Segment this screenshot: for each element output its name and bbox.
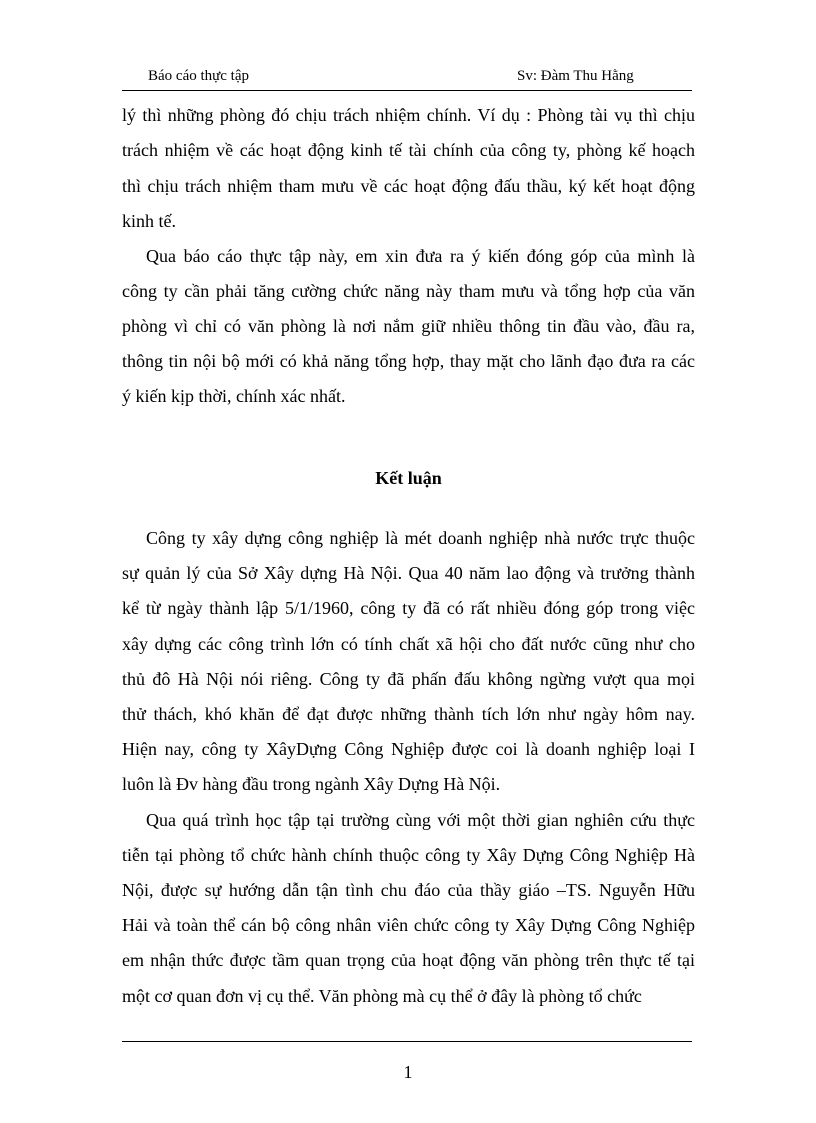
text-line: Hải và toàn thể cán bộ công nhân viên chức công ty Xây Dựng Công Nghiệp [122, 915, 695, 935]
text-line: phòng vì chỉ có văn phòng là nơi nắm giữ nhiều thông tin đầu vào, đầu ra, [122, 316, 695, 336]
text-line: Qua quá trình học tập tại trường cùng với một thời gian nghiên cứu thực [146, 810, 695, 830]
footer-divider [122, 1041, 692, 1042]
text-line: em nhận thức được tầm quan trọng của hoạt động văn phòng trên thực tế tại [122, 950, 695, 970]
header-report-title: Báo cáo thực tập [148, 68, 250, 84]
text-line: công ty cần phải tăng cường chức năng này tham mưu và tổng hợp của văn [122, 281, 695, 301]
text-line: kinh tế. [122, 211, 176, 231]
text-line: một cơ quan đơn vị cụ thể. Văn phòng mà cụ thể ở đây là phòng tổ chức [122, 986, 642, 1006]
header-student-name: Sv: Đàm Thu Hằng [517, 68, 634, 84]
text-line: Hiện nay, công ty XâyDựng Công Nghiệp được coi là doanh nghiệp loại I [122, 739, 695, 759]
text-line: kể từ ngày thành lập 5/1/1960, công ty đã có rất nhiều đóng góp trong việc [122, 598, 695, 618]
text-line: thì chịu trách nhiệm tham mưu về các hoạt động đấu thầu, ký kết hoạt động [122, 176, 695, 196]
text-line: tiễn tại phòng tổ chức hành chính thuộc công ty Xây Dựng Công Nghiệp Hà [122, 845, 695, 865]
text-line: lý thì những phòng đó chịu trách nhiệm chính. Ví dụ : Phòng tài vụ thì chịu [122, 105, 695, 125]
text-line: Nội, được sự hướng dẫn tận tình chu đáo của thầy giáo –TS. Nguyễn Hữu [122, 880, 695, 900]
text-line: luôn là Đv hàng đầu trong ngành Xây Dựng Hà Nội. [122, 774, 501, 794]
section-heading: Kết luận [375, 468, 442, 488]
text-line: Công ty xây dựng công nghiệp là mét doanh nghiệp nhà nước trực thuộc [146, 528, 695, 548]
text-line: xây dựng các công trình lớn có tính chất xã hội cho đất nước cũng như cho [122, 634, 695, 654]
text-line: ý kiến kịp thời, chính xác nhất. [122, 386, 346, 406]
page-number: 1 [403, 1062, 413, 1082]
text-line: Qua báo cáo thực tập này, em xin đưa ra ý kiến đóng góp của mình là [146, 246, 695, 266]
text-line: thử thách, khó khăn để đạt được những thành tích lớn như ngày hôm nay. [122, 704, 695, 724]
page-header [122, 64, 692, 91]
text-line: thủ đô Hà Nội nói riêng. Công ty đã phấn đấu không ngừng vượt qua mọi [122, 669, 695, 689]
text-line: thông tin nội bộ mới có khả năng tổng hợp, thay mặt cho lãnh đạo đưa ra các [122, 351, 695, 371]
text-line: sự quản lý của Sở Xây dựng Hà Nội. Qua 40 năm lao động và trưởng thành [122, 563, 695, 583]
text-line: trách nhiệm về các hoạt động kinh tế tài chính của công ty, phòng kế hoạch [122, 140, 695, 160]
